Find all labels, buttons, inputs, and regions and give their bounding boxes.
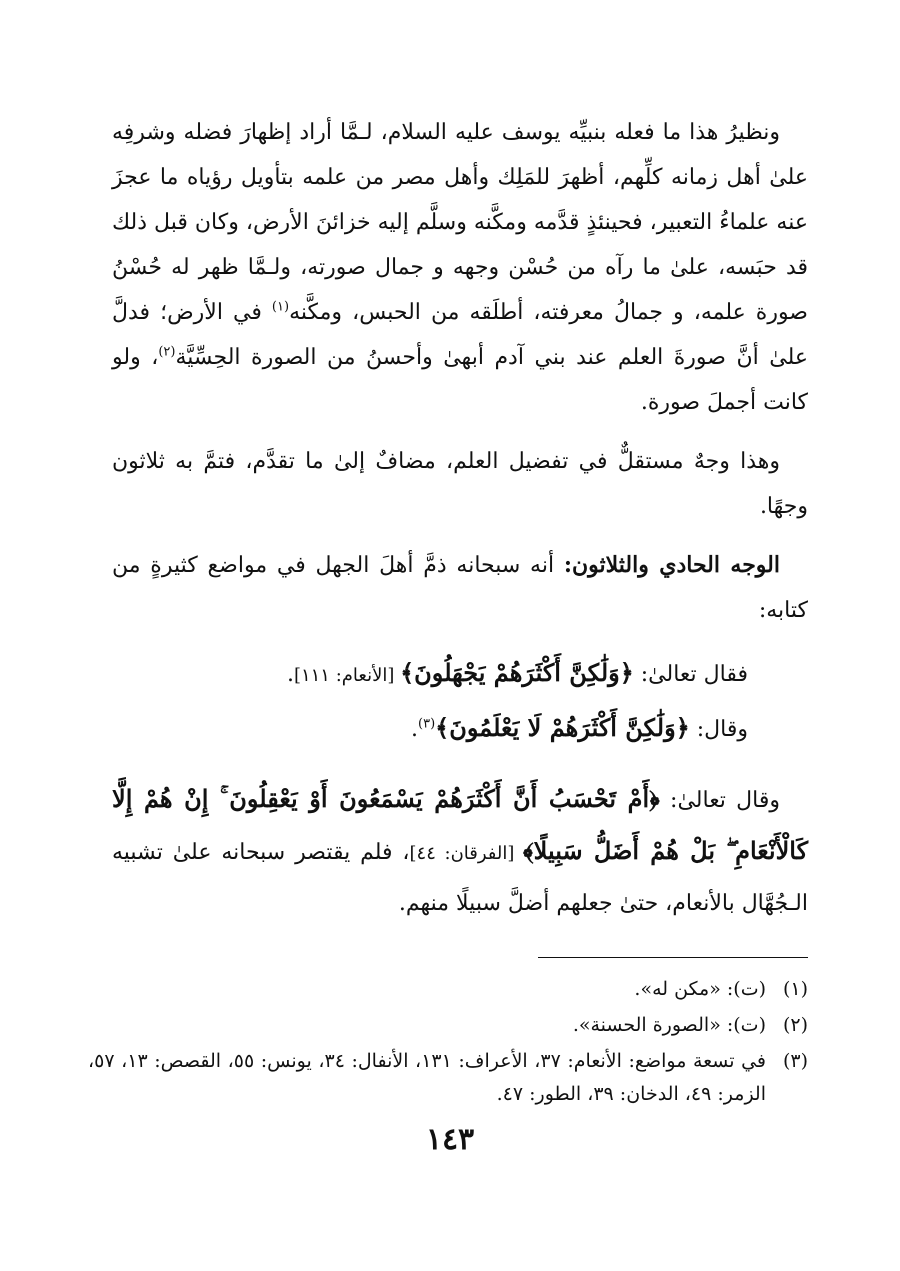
furqan-intro: وقال تعالىٰ:: [659, 788, 780, 813]
p1-line-3: ما عجزَ عنه علماءُ التعبير، فحينئذٍ قدَّمه ومكَّنه وسلَّم إليه خزائنَ الأرض،: [112, 165, 808, 235]
p1-line-5: ظهر له حُسْنُ صورة علمه، و جمالُ معرفته، أطلَقه من الحبس، ومكَّنه: [112, 255, 808, 325]
verse-1-ayah: ﴿وَلَٰكِنَّ أَكْثَرَهُمْ يَجْهَلُونَ﴾: [400, 658, 634, 687]
verse-line-1: [112, 647, 808, 702]
footnote-1-number: (١): [782, 978, 808, 1000]
verse-2-ayah: ﴿وَلَٰكِنَّ أَكْثَرَهُمْ لَا يَعْلَمُونَ﴾: [435, 713, 690, 742]
page-body: [112, 110, 808, 943]
p1-line-7-end: ، ولو كانت أجملَ صورة.: [112, 345, 808, 415]
furqan-ayah: ﴿أَمْ تَحْسَبُ أَنَّ أَكْثَرَهُمْ يَسْمَعُونَ أَوْ يَعْقِلُونَ ۚ إِنْ هُمْ إِلَّا كَالْأَنْعَامِ ۖ بَلْ هُمْ أَضَلُّ سَبِيلًا﴾: [112, 784, 808, 865]
footnote-ref-2[interactable]: (٢): [158, 344, 176, 360]
verse-1-intro: فقال تعالىٰ:: [633, 662, 748, 687]
paragraph-aspect-31: [112, 543, 808, 633]
verse-1-end: .: [286, 662, 294, 687]
p1-line-6: الأرض؛ فدلَّ علىٰ أنَّ صورةَ العلم عند بني آدم أبهىٰ وأحسنُ من الصورة: [112, 300, 808, 370]
verse-line-2: [112, 702, 808, 756]
footnotes: [88, 970, 808, 1114]
furqan-text: ، فلم يقتصر سبحانه علىٰ تشبيه الـجُهَّال بالأنعام، حتىٰ جعلهم أضلَّ سبيلًا منهم.: [112, 840, 808, 916]
verse-2-end: .: [411, 717, 418, 742]
aspect-31-text: أنه سبحانه ذمَّ أهلَ الجهل في مواضع كثيرةٍ من كتابه:: [112, 553, 808, 623]
p1-line-4: وكان قبل ذلك قد حبَسه، علىٰ ما رآه من حُسْن وجهه و جمال صورته، ولـمَّا: [112, 210, 809, 280]
p1-line-2: وشرفِه علىٰ أهل زمانه كلِّهم، أظهرَ للمَلِك وأهل مصر من علمه بتأويل رؤياه: [112, 120, 809, 190]
p1-after-fn1: في: [233, 300, 272, 325]
footnote-2-text: (ت): «الصورة الحسنة».: [572, 1014, 766, 1036]
verse-2-intro: وقال:: [689, 717, 748, 742]
page-number: ١٤٣: [425, 1122, 475, 1157]
verse-1-reference: [الأنعام: ١١١]: [293, 665, 401, 686]
paragraph-thirty-aspects: وهذا وجهٌ مستقلٌّ في تفضيل العلم، مضافٌ إلىٰ ما تقدَّم، فتمَّ به ثلاثون وجهًا.: [112, 449, 808, 519]
furqan-reference: [الفرقان: ٤٤]: [409, 843, 524, 864]
footnote-3-number: (٣): [782, 1050, 808, 1072]
footnote-1: [88, 973, 808, 1006]
footnote-2-number: (٢): [782, 1014, 808, 1036]
footnote-separator: [538, 957, 808, 958]
footnote-1-text: (ت): «مكن له».: [634, 978, 766, 1000]
p1-line-7-start: الحِسِّيَّة: [175, 345, 241, 370]
footnote-3-text: في تسعة مواضع: الأنعام: ٣٧، الأعراف: ١٣١، الأنفال: ٣٤، يونس: ٥٥، القصص: ١٣، ٥٧، الزمر: ٤٩، الدخان: ٣٩، الطور: ٤٧.: [88, 1050, 767, 1105]
p1-line-1: ونظيرُ هذا ما فعله بنبيِّه يوسف عليه السلام، لـمَّا أراد إظهارَ فضله: [183, 120, 780, 145]
footnote-ref-1[interactable]: (١): [271, 299, 290, 315]
aspect-31-label: الوجه الحادي والثلاثون:: [563, 552, 780, 578]
footnote-ref-3[interactable]: (٣): [418, 716, 436, 732]
paragraph-furqan: [112, 774, 808, 929]
footnote-2: [88, 1009, 808, 1042]
paragraph-yusuf: [112, 110, 808, 425]
footnote-3: [88, 1045, 808, 1111]
